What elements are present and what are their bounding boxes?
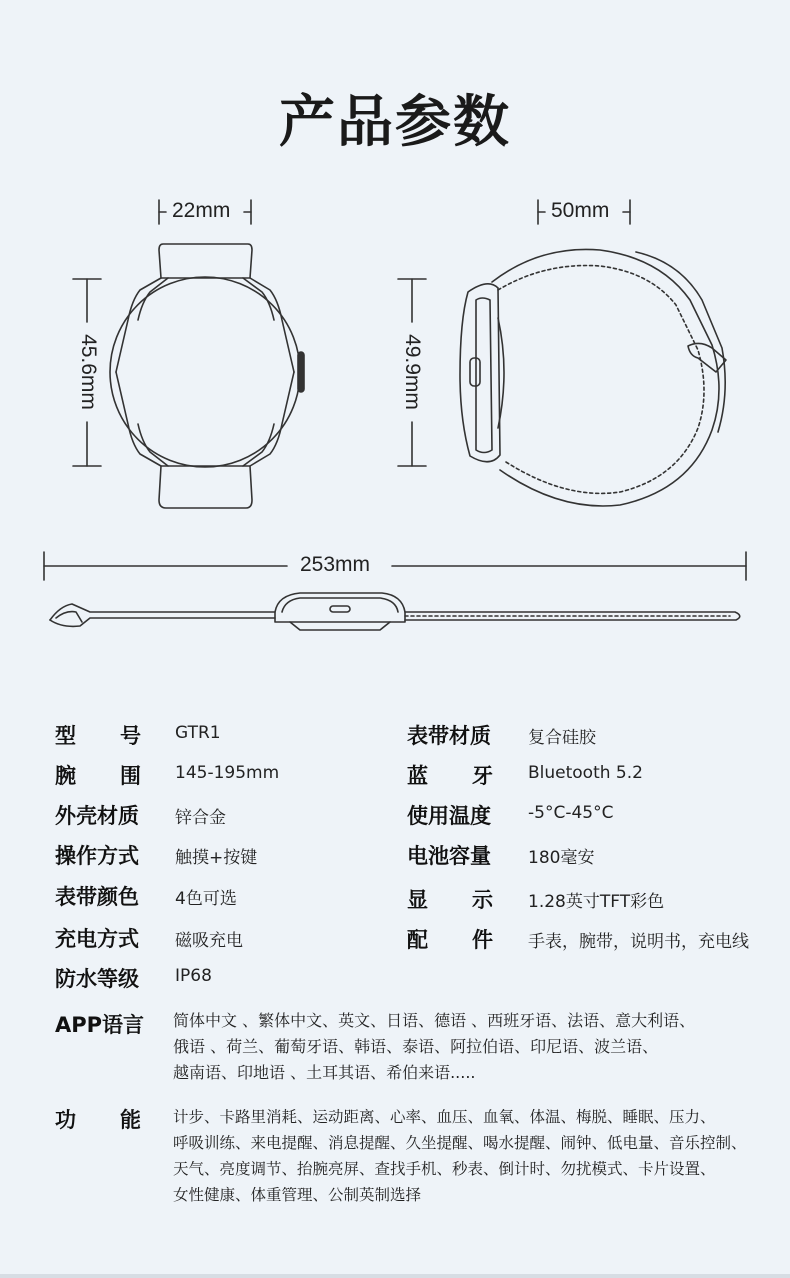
spec-label-display <box>407 884 493 914</box>
app-language-line: 越南语、印地语 、土耳其语、希伯来语..... <box>173 1063 476 1082</box>
label-char: 能 <box>120 1108 141 1132</box>
spec-value-case-material: 锌合金 <box>175 808 226 828</box>
label-char: 蓝 <box>407 764 428 788</box>
label-char: 配 <box>407 928 428 952</box>
label-char: 围 <box>120 764 141 788</box>
label-char: 功 <box>55 1108 76 1132</box>
spec-value-display: 1.28英寸TFT彩色 <box>528 892 665 912</box>
dimension-width: 22mm <box>172 199 231 222</box>
label-char: 显 <box>407 888 428 912</box>
spec-label-strap-color: 表带颜色 <box>55 885 139 909</box>
spec-value-wrist-size: 145-195mm <box>175 763 280 783</box>
functions-line: 呼吸训练、来电提醒、消息提醒、久坐提醒、喝水提醒、闹钟、低电量、音乐控制、 <box>173 1134 747 1152</box>
spec-label-accessories <box>407 924 493 954</box>
spec-value-accessories: 手表，腕带，说明书，充电线 <box>528 932 749 952</box>
spec-value-bluetooth: Bluetooth 5.2 <box>528 763 643 783</box>
spec-label-battery: 电池容量 <box>407 844 491 868</box>
spec-value-operation: 触摸+按键 <box>175 848 258 868</box>
dimension-height-with-lugs: 49.9mm <box>401 334 424 410</box>
functions-line: 天气、亮度调节、抬腕亮屏、查找手机、秒表、倒计时、勿扰模式、卡片设置、 <box>173 1160 716 1178</box>
spec-value-battery: 180毫安 <box>528 848 595 868</box>
page-title: 产品参数 <box>279 90 511 155</box>
spec-label-bluetooth <box>407 760 493 790</box>
functions-label <box>55 1104 141 1134</box>
spec-value-charging: 磁吸充电 <box>175 931 243 951</box>
functions-line: 计步、卡路里消耗、运动距离、心率、血压、血氧、体温、梅脱、睡眠、压力、 <box>173 1108 716 1126</box>
app-language-list <box>173 1008 695 1086</box>
spec-value-model: GTR1 <box>175 723 221 743</box>
spec-label-charging: 充电方式 <box>55 927 139 951</box>
spec-label-strap-material: 表带材质 <box>407 724 491 748</box>
label-char: 腕 <box>55 764 76 788</box>
functions-list <box>173 1104 747 1208</box>
app-language-line: 简体中文 、繁体中文、英文、日语、德语 、西班牙语、法语、意大利语、 <box>173 1011 696 1030</box>
spec-value-waterproof: IP68 <box>175 966 212 986</box>
dimension-strap-length: 253mm <box>300 553 371 576</box>
app-language-line: 俄语 、荷兰、葡萄牙语、韩语、泰语、阿拉伯语、印尼语、波兰语、 <box>173 1037 659 1056</box>
bottom-divider <box>0 1274 790 1278</box>
spec-label-temperature: 使用温度 <box>407 804 491 828</box>
label-char: 件 <box>472 928 493 952</box>
label-char: 示 <box>472 888 493 912</box>
spec-label-model <box>55 720 141 750</box>
functions-line: 女性健康、体重管理、公制英制选择 <box>173 1186 422 1204</box>
dimension-height: 45.6mm <box>77 334 100 410</box>
label-char: 牙 <box>472 764 493 788</box>
spec-label-operation: 操作方式 <box>55 844 139 868</box>
spec-label-wrist-size <box>55 760 141 790</box>
app-language-label: APP语言 <box>55 1013 145 1037</box>
spec-label-case-material: 外壳材质 <box>55 804 139 828</box>
spec-value-strap-material: 复合硅胶 <box>528 728 596 748</box>
label-char: 号 <box>120 724 141 748</box>
spec-value-strap-color: 4色可选 <box>175 889 237 909</box>
spec-label-waterproof: 防水等级 <box>55 967 139 991</box>
spec-value-temperature: -5°C-45°C <box>528 803 614 823</box>
label-char: 型 <box>55 724 76 748</box>
dimension-thickness: 50mm <box>551 199 610 222</box>
